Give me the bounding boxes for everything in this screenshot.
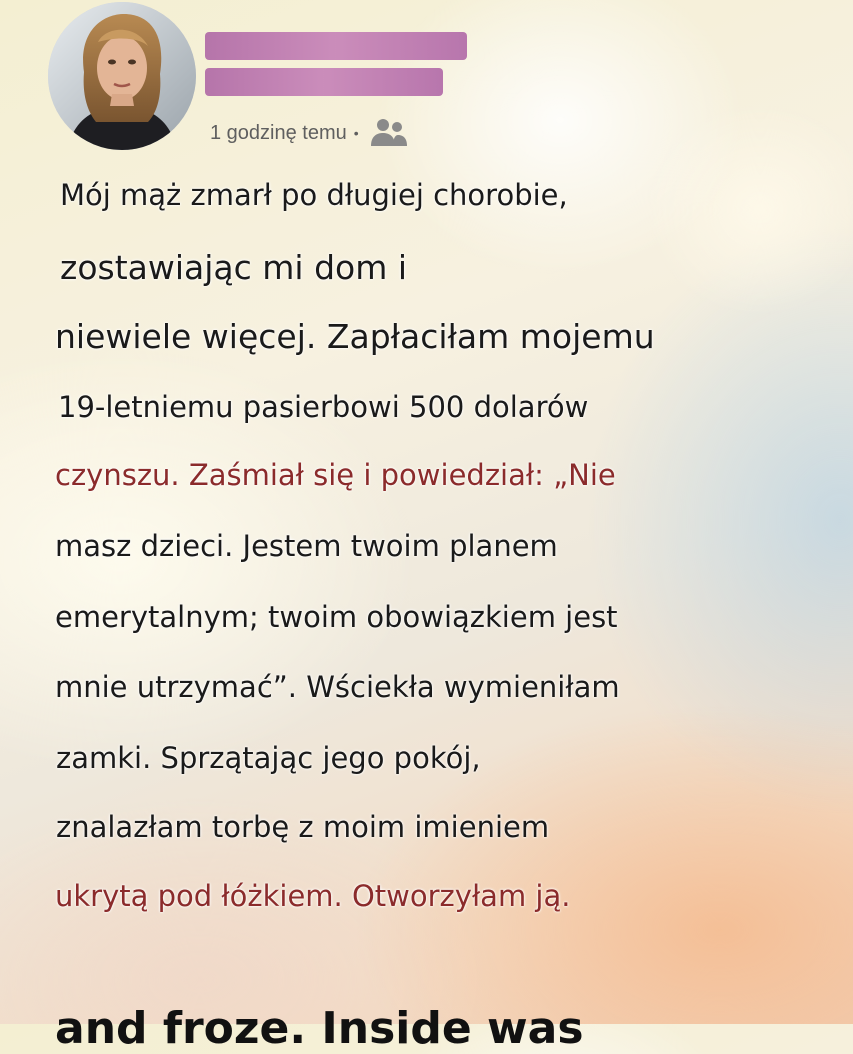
post-line-2: zostawiając mi dom i [60,248,408,287]
post-line-7: emerytalnym; twoim obowiązkiem jest [55,600,618,634]
post-line-11: ukrytą pod łóżkiem. Otworzyłam ją. [55,879,571,913]
post-timestamp[interactable]: 1 godzinę temu [210,121,347,144]
post-line-3: niewiele więcej. Zapłaciłam mojemu [55,317,655,356]
post-line-9: zamki. Sprzątając jego pokój, [56,741,481,775]
post-line-6: masz dzieci. Jestem twoim planem [55,529,558,563]
post-line-5: czynszu. Zaśmiał się i powiedział: „Nie [55,458,616,492]
post-line-1: Mój mąż zmarł po długiej chorobie, [60,178,568,212]
post-line-8: mnie utrzymać”. Wściekła wymieniłam [55,670,620,704]
post-line-10: znalazłam torbę z moim imieniem [56,810,550,844]
post-continuation: and froze. Inside was [55,1003,584,1054]
meta-separator: • [353,125,359,141]
post-line-4: 19-letniemu pasierbowi 500 dolarów [58,390,589,424]
